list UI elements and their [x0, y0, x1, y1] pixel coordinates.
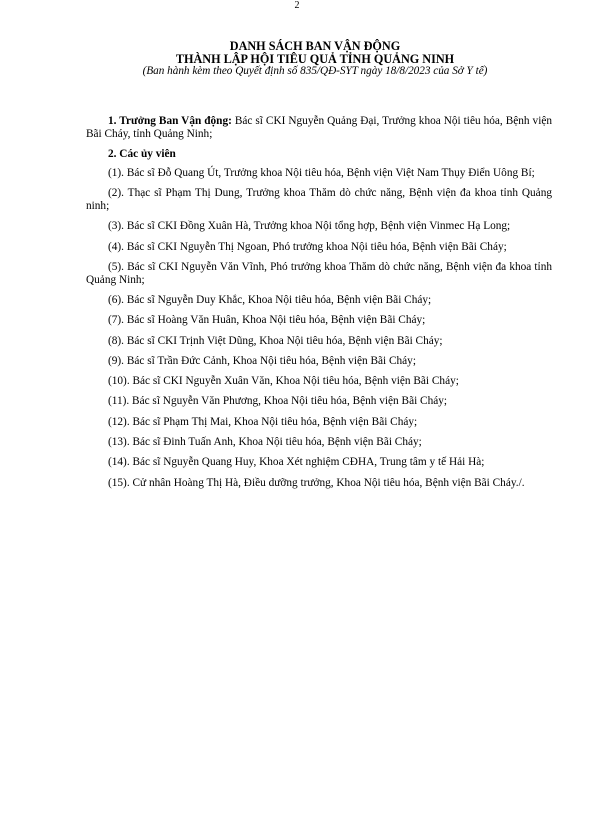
member-item: (11). Bác sĩ Nguyễn Văn Phương, Khoa Nội tiêu hóa, Bệnh viện Bãi Cháy; [108, 395, 448, 408]
member-item: (14). Bác sĩ Nguyễn Quang Huy, Khoa Xét nghiệm CĐHA, Trung tâm y tế Hải Hà; [108, 456, 485, 469]
member-item: (7). Bác sĩ Hoàng Văn Huân, Khoa Nội tiêu hóa, Bệnh viện Bãi Cháy; [108, 314, 426, 327]
member-item: (1). Bác sĩ Đỗ Quang Út, Trưởng khoa Nội tiêu hóa, Bệnh viện Việt Nam Thụy Điển Uông Bí; [108, 166, 535, 179]
title-line-2: THÀNH LẬP HỘI TIÊU QUẢ TỈNH QUẢNG NINH [175, 51, 455, 66]
member-item: (2). Thạc sĩ Phạm Thị Dung, Trưởng khoa Thăm dò chức năng, Bệnh viện đa khoa tỉnh Quảng ninh; [86, 187, 552, 212]
member-item: (8). Bác sĩ CKI Trịnh Việt Dũng, Khoa Nội tiêu hóa, Bệnh viện Bãi Cháy; [108, 334, 443, 347]
section-1-label: 1. Trưởng Ban Vận động: [108, 115, 232, 127]
subtitle: (Ban hành kèm theo Quyết định số 835/QĐ-SYT ngày 18/8/2023 của Sở Y tế) [142, 65, 488, 77]
document-header [80, 40, 550, 78]
section-1-chairman [86, 115, 552, 141]
section-2-label: 2. Các ủy viên [108, 148, 176, 161]
member-item: (12). Bác sĩ Phạm Thị Mai, Khoa Nội tiêu hóa, Bệnh viện Bãi Cháy; [108, 415, 418, 428]
member-item: (9). Bác sĩ Trần Đức Cảnh, Khoa Nội tiêu hóa, Bệnh viện Bãi Cháy; [108, 354, 416, 367]
page-number: 2 [294, 0, 300, 11]
title-line-1: DANH SÁCH BAN VẬN ĐỘNG [229, 39, 401, 53]
section-1-text: Bác sĩ CKI Nguyễn Quảng Đại, Trưởng khoa Nội tiêu hóa, Bệnh viện Bãi Cháy, tỉnh Quảng Ninh; [86, 115, 552, 140]
member-item: (13). Bác sĩ Đinh Tuấn Anh, Khoa Nội tiêu hóa, Bệnh viện Bãi Cháy; [108, 436, 422, 449]
member-item: (10). Bác sĩ CKI Nguyễn Xuân Văn, Khoa Nội tiêu hóa, Bệnh viện Bãi Cháy; [108, 375, 459, 388]
member-item: (6). Bác sĩ Nguyễn Duy Khắc, Khoa Nội tiêu hóa, Bệnh viện Bãi Cháy; [108, 293, 432, 306]
member-item: (15). Cử nhân Hoàng Thị Hà, Điều dưỡng trưởng, Khoa Nội tiêu hóa, Bệnh viện Bãi Cháy./. [108, 476, 525, 489]
member-item: (3). Bác sĩ CKI Đồng Xuân Hà, Trưởng khoa Nội tổng hợp, Bệnh viện Vinmec Hạ Long; [108, 220, 511, 233]
member-item: (4). Bác sĩ CKI Nguyễn Thị Ngoan, Phó trưởng khoa Nội tiêu hóa, Bệnh viện Bãi Cháy; [108, 240, 507, 253]
member-item: (5). Bác sĩ CKI Nguyễn Văn Vĩnh, Phó trưởng khoa Thăm dò chức năng, Bệnh viện đa khoa tỉnh Quảng Ninh; [86, 260, 552, 286]
document-body [86, 115, 552, 497]
